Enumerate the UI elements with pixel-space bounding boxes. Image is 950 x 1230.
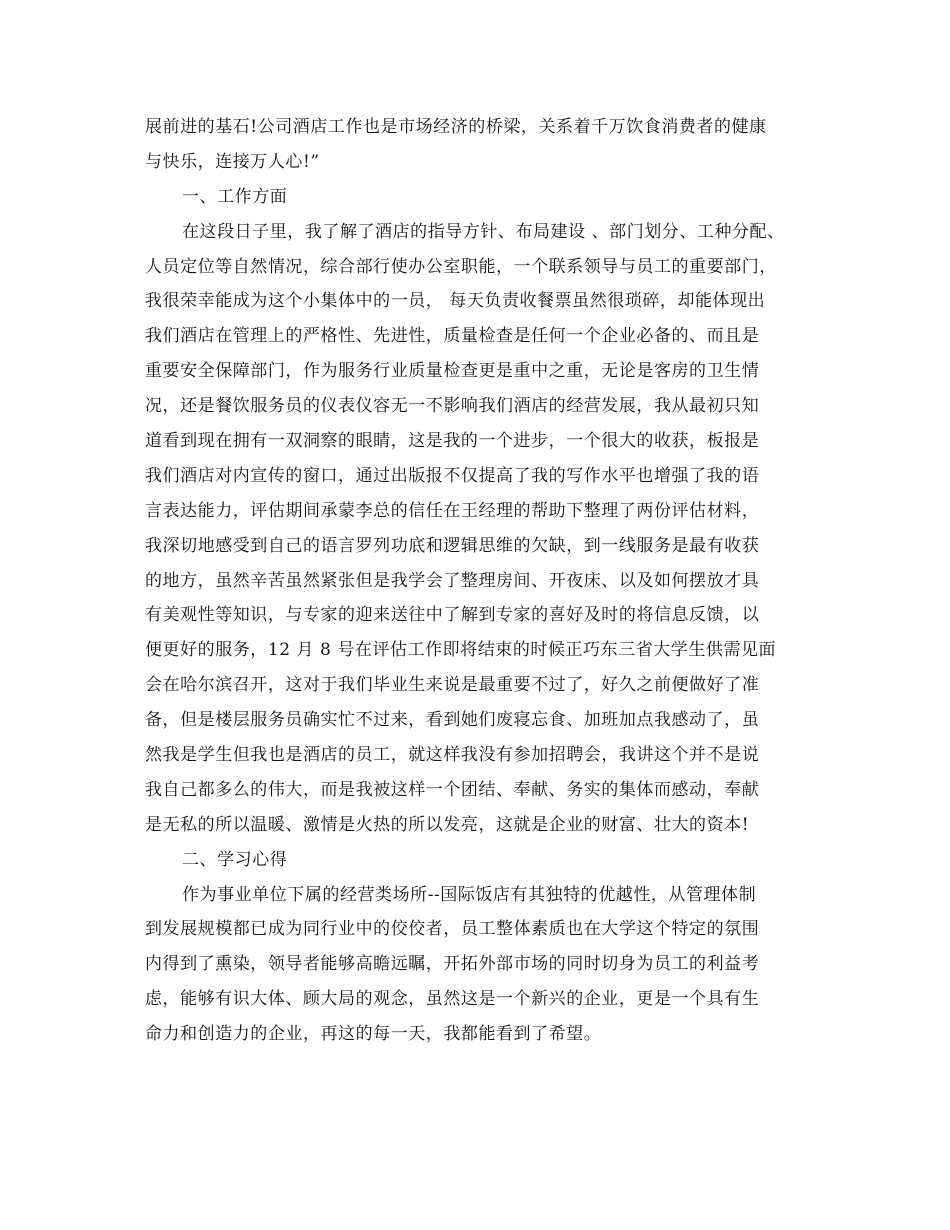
text-line: 与快乐，连接万人心!” xyxy=(145,151,320,172)
text-line: 备，但是楼层服务员确实忙不过来，看到她们废寝忘食、加班加点我感动了，虽 xyxy=(145,710,760,731)
text-line: 言表达能力，评估期间承蒙李总的信任在王经理的帮助下整理了两份评估材料， xyxy=(145,500,760,521)
text-line: 然我是学生但我也是酒店的员工，就这样我没有参加招聘会，我讲这个并不是说 xyxy=(145,745,760,766)
text-line: 我很荣幸能成为这个小集体中的一员， 每天负责收餐票虽然很琐碎，却能体现出 xyxy=(145,291,766,312)
text-line: 我深切地感受到自己的语言罗列功底和逻辑思维的欠缺，到一线服务是最有收获 xyxy=(145,535,760,556)
text-line: 道看到现在拥有一双洞察的眼睛，这是我的一个进步，一个很大的收获，板报是 xyxy=(145,431,760,452)
text-line: 一、工作方面 xyxy=(182,186,288,207)
text-line: 便更好的服务，12 月 8 号在评估工作即将结束的时候正巧东三省大学生供需见面 xyxy=(145,640,777,661)
text-line: 到发展规模都已成为同行业中的佼佼者，员工整体素质也在大学这个特定的氛围 xyxy=(145,919,760,940)
text-line: 内得到了熏染，领导者能够高瞻远瞩，开拓外部市场的同时切身为员工的利益考 xyxy=(145,954,760,975)
text-line: 在这段日子里，我了解了酒店的指导方针、布局建设 、部门划分、工种分配、 xyxy=(182,221,785,242)
text-line: 虑，能够有识大体、顾大局的观念，虽然这是一个新兴的企业，更是一个具有生 xyxy=(145,989,760,1010)
text-line: 人员定位等自然情况，综合部行使办公室职能，一个联系领导与员工的重要部门， xyxy=(145,256,777,277)
text-line: 二、学习心得 xyxy=(182,849,288,870)
text-line: 作为事业单位下属的经营类场所--国际饭店有其独特的优越性，从管理体制 xyxy=(182,884,757,905)
text-line: 我自己都多么的伟大，而是我被这样一个团结、奉献、务实的集体而感动，奉献 xyxy=(145,779,760,800)
text-line: 命力和创造力的企业，再这的每一天，我都能看到了希望。 xyxy=(145,1024,602,1045)
text-line: 的地方，虽然辛苦虽然紧张但是我学会了整理房间、开夜床、以及如何摆放才具 xyxy=(145,570,760,591)
text-line: 我们酒店对内宣传的窗口，通过出版报不仅提高了我的写作水平也增强了我的语 xyxy=(145,465,760,486)
text-line: 是无私的所以温暖、激情是火热的所以发亮，这就是企业的财富、壮大的资本! xyxy=(145,814,750,835)
text-line: 会在哈尔滨召开，这对于我们毕业生来说是最重要不过了，好久之前便做好了准 xyxy=(145,675,760,696)
text-line: 展前进的基石!公司酒店工作也是市场经济的桥梁，关系着千万饮食消费者的健康 xyxy=(145,117,767,137)
text-line: 我们酒店在管理上的严格性、先进性，质量检查是任何一个企业必备的、而且是 xyxy=(145,326,760,347)
text-line: 重要安全保障部门，作为服务行业质量检查更是重中之重，无论是客房的卫生情 xyxy=(145,361,760,382)
text-line: 有美观性等知识，与专家的迎来送往中了解到专家的喜好及时的将信息反馈，以 xyxy=(145,605,760,626)
text-line: 况，还是餐饮服务员的仪表仪容无一不影响我们酒店的经营发展，我从最初只知 xyxy=(145,396,760,417)
document-body xyxy=(145,110,810,1052)
